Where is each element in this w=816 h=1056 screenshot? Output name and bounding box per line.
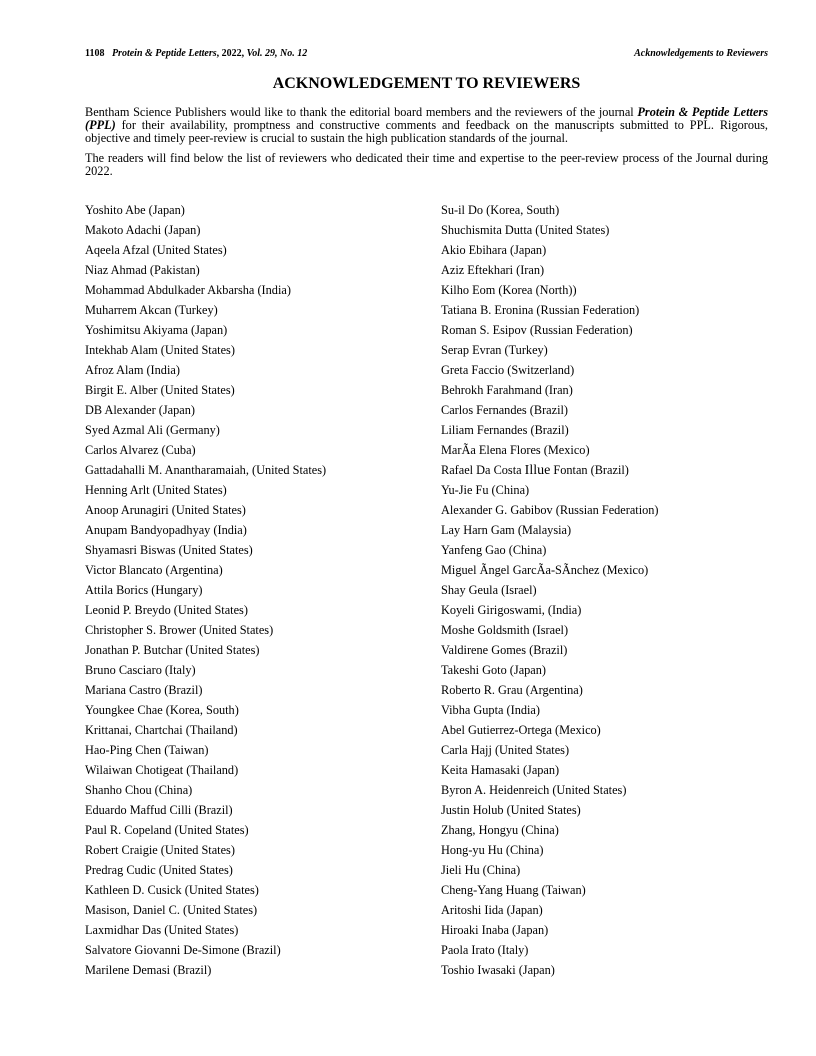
reviewer-item: Toshio Iwasaki (Japan) — [441, 963, 555, 977]
reviewer-item: Carlos Alvarez (Cuba) — [85, 443, 196, 457]
reviewer-item: Moshe Goldsmith (Israel) — [441, 623, 569, 637]
reviewer-item: Makoto Adachi (Japan) — [85, 223, 201, 237]
journal-name: Protein & Peptide Letters — [111, 48, 217, 59]
reviewer-item: Kilho Eom (Korea (North)) — [441, 283, 577, 297]
reviewer-item: Aritoshi Iida (Japan) — [441, 903, 543, 917]
reviewer-item: Bruno Casciaro (Italy) — [85, 663, 196, 677]
reviewer-item: Miguel Ãngel GarcÃa-SÃnchez (Mexico) — [441, 563, 649, 577]
reviewer-item: Attila Borics (Hungary) — [85, 583, 203, 597]
reviewer-item: Byron A. Heidenreich (United States) — [441, 783, 627, 797]
reviewer-item: Vibha Gupta (India) — [441, 703, 540, 717]
reviewer-item: Aqeela Afzal (United States) — [85, 243, 227, 257]
reviewer-item: Zhang, Hongyu (China) — [441, 823, 559, 837]
reviewer-item: Hiroaki Inaba (Japan) — [441, 923, 549, 937]
reviewer-item: Marilene Demasi (Brazil) — [85, 963, 212, 977]
journal-volume: Vol. 29 — [246, 48, 275, 59]
reviewer-item: Intekhab Alam (United States) — [85, 343, 235, 357]
reviewer-item: Shuchismita Dutta (United States) — [441, 223, 610, 237]
reviewer-item: Hao-Ping Chen (Taiwan) — [85, 743, 209, 757]
reviewer-item: Su-il Do (Korea, South) — [441, 203, 560, 217]
reviewer-item: Victor Blancato (Argentina) — [85, 563, 223, 577]
reviewer-item: Leonid P. Breydo (United States) — [85, 603, 248, 617]
running-head-section: Acknowledgements to Reviewers — [634, 48, 768, 59]
reviewer-item: Paola Irato (Italy) — [441, 943, 529, 957]
reviewer-item: Syed Azmal Ali (Germany) — [85, 423, 220, 437]
reviewer-item — [441, 460, 771, 480]
reviewer-item: Takeshi Goto (Japan) — [441, 663, 546, 677]
reviewer-item: Behrokh Farahmand (Iran) — [441, 383, 573, 397]
reviewer-item: Robert Craigie (United States) — [85, 843, 235, 857]
reviewer-item: Anupam Bandyopadhyay (India) — [85, 523, 247, 537]
reviewer-item: Yoshimitsu Akiyama (Japan) — [85, 323, 228, 337]
running-head-left: 1108 Protein & Peptide Letters, 2022, Vol. 29, No. 12 — [85, 48, 308, 59]
page-title: ACKNOWLEDGEMENT TO REVIEWERS — [272, 75, 581, 92]
reviewer-item: Koyeli Girigoswami, (India) — [441, 603, 582, 617]
reviewer-item: Yoshito Abe (Japan) — [85, 203, 185, 217]
reviewer-item: Afroz Alam (India) — [85, 363, 180, 377]
reviewer-item: Muharrem Akcan (Turkey) — [85, 303, 218, 317]
reviewer-item: Mariana Castro (Brazil) — [85, 683, 203, 697]
reviewer-item: Lay Harn Gam (Malaysia) — [441, 523, 572, 537]
reviewer-item: Kathleen D. Cusick (United States) — [85, 883, 259, 897]
intro-paragraph-1 — [85, 106, 768, 145]
reviewer-item: Roman S. Esipov (Russian Federation) — [441, 323, 633, 337]
reviewer-item: Keita Hamasaki (Japan) — [441, 763, 560, 777]
reviewer-item: Christopher S. Brower (United States) — [85, 623, 274, 637]
reviewer-item: MarÃa Elena Flores (Mexico) — [441, 443, 590, 457]
reviewer-item: Laxmidhar Das (United States) — [85, 923, 239, 937]
reviewer-item: Aziz Eftekhari (Iran) — [441, 263, 545, 277]
reviewer-item: Shyamasri Biswas (United States) — [85, 543, 253, 557]
reviewer-item: Wilaiwan Chotigeat (Thailand) — [85, 763, 239, 777]
reviewer-item: Anoop Arunagiri (United States) — [85, 503, 246, 517]
intro-p1-start: Bentham Science Publishers would like to thank the editorial board members and the reviewers of the journal — [85, 105, 634, 119]
reviewer-item: Mohammad Abdulkader Akbarsha (India) — [85, 283, 291, 297]
reviewer-item: Birgit E. Alber (United States) — [85, 383, 235, 397]
reviewer-item: Yanfeng Gao (China) — [441, 543, 547, 557]
reviewer-item: Yu-Jie Fu (China) — [441, 483, 530, 497]
reviewer-item: Valdirene Gomes (Brazil) — [441, 643, 568, 657]
reviewer-item: Eduardo Maffud Cilli (Brazil) — [85, 803, 233, 817]
journal-issue: No. 12 — [280, 48, 308, 59]
reviewer-item: Shanho Chou (China) — [85, 783, 193, 797]
reviewer-item: Krittanai, Chartchai (Thailand) — [85, 723, 238, 737]
reviewer-item: Youngkee Chae (Korea, South) — [85, 703, 239, 717]
page-number: 1108 — [85, 48, 105, 59]
reviewer-list-left — [85, 200, 425, 980]
journal-year: 2022 — [221, 48, 242, 59]
intro-paragraph-2: The readers will find below the list of reviewers who dedicated their time and expertise to the peer-review process of the Journal during 2022. — [85, 151, 768, 178]
reviewer-item: DB Alexander (Japan) — [85, 403, 195, 417]
reviewer-item: Jonathan P. Butchar (United States) — [85, 643, 260, 657]
reviewer-item: Jieli Hu (China) — [441, 863, 521, 877]
reviewer-name-part: Rafael Da Costa — [441, 463, 525, 477]
reviewer-item: Serap Evran (Turkey) — [441, 343, 548, 357]
reviewer-item: Carlos Fernandes (Brazil) — [441, 403, 569, 417]
reviewer-item: Hong-yu Hu (China) — [441, 843, 544, 857]
reviewer-item: Greta Faccio (Switzerland) — [441, 363, 575, 377]
reviewer-name-part: Illue — [524, 463, 551, 478]
journal-name-emphasis: Protein & Peptide Letters (PPL) — [85, 105, 768, 132]
reviewer-item: Roberto R. Grau (Argentina) — [441, 683, 583, 697]
reviewer-item: Akio Ebihara (Japan) — [441, 243, 547, 257]
intro-text — [85, 106, 768, 185]
reviewer-item: Paul R. Copeland (United States) — [85, 823, 249, 837]
reviewer-item: Justin Holub (United States) — [441, 803, 581, 817]
reviewer-item: Shay Geula (Israel) — [441, 583, 537, 597]
reviewer-item: Masison, Daniel C. (United States) — [85, 903, 258, 917]
reviewer-item: Predrag Cudic (United States) — [85, 863, 233, 877]
reviewer-item: Gattadahalli M. Anantharamaiah, (United States) — [85, 463, 327, 477]
reviewer-name-part: Fontan (Brazil) — [550, 463, 629, 477]
reviewer-item: Alexander G. Gabibov (Russian Federation) — [441, 503, 659, 517]
reviewer-item: Abel Gutierrez-Ortega (Mexico) — [441, 723, 601, 737]
reviewer-item: Tatiana B. Eronina (Russian Federation) — [441, 303, 640, 317]
reviewer-item: Henning Arlt (United States) — [85, 483, 227, 497]
reviewer-item: Cheng-Yang Huang (Taiwan) — [441, 883, 586, 897]
reviewer-list-right — [441, 200, 771, 980]
intro-p1-end: for their availability, promptness and constructive comments and feedback on the manuscripts submitted to PPL. Rigorous, objective and timely peer-review is crucial to sustain the high publication standards of the journal. — [85, 118, 769, 145]
reviewer-item: Carla Hajj (United States) — [441, 743, 570, 757]
reviewer-item: Salvatore Giovanni De-Simone (Brazil) — [85, 943, 281, 957]
reviewer-item: Niaz Ahmad (Pakistan) — [85, 263, 200, 277]
reviewer-item: Liliam Fernandes (Brazil) — [441, 423, 569, 437]
